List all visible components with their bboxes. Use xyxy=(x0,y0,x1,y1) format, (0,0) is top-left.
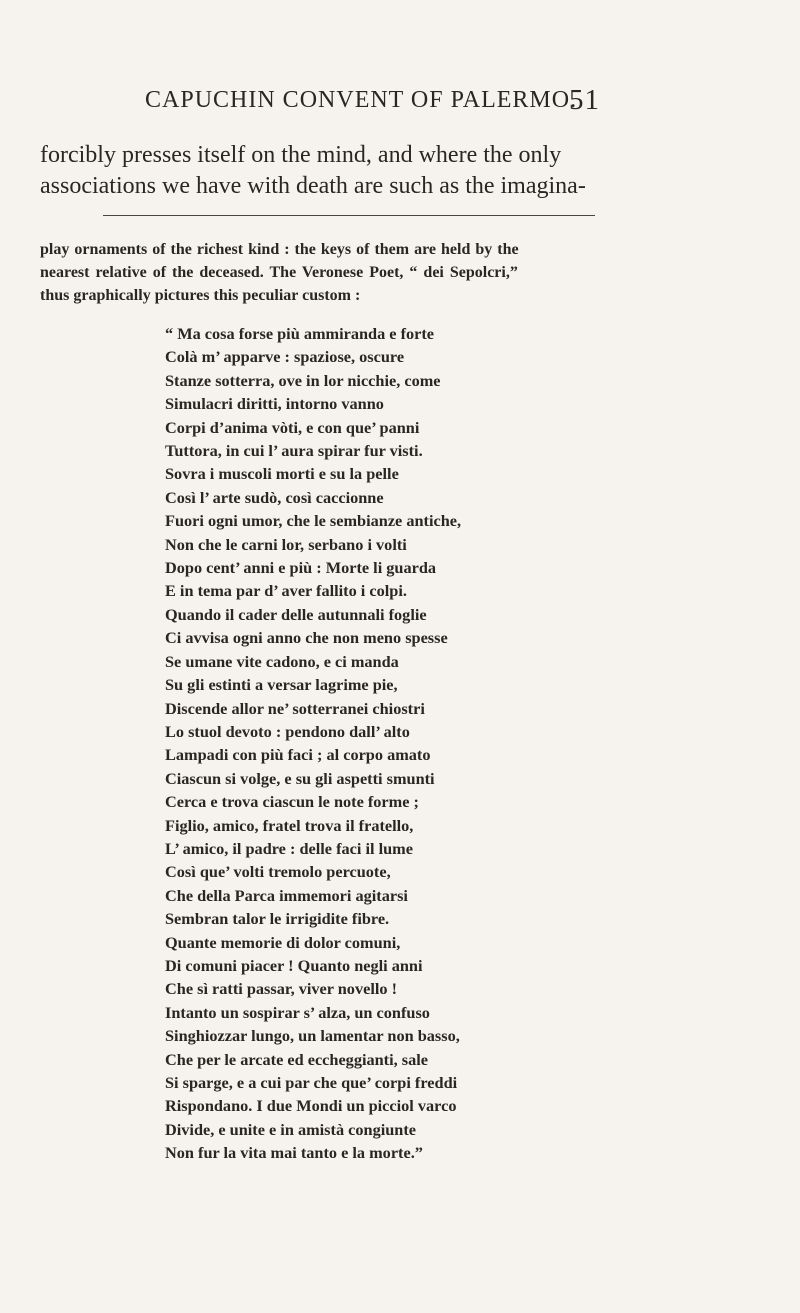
poem-line: Non che le carni lor, serbano i volti xyxy=(165,534,407,554)
poem-line: Lo stuol devoto : pendono dall’ alto xyxy=(165,721,410,741)
footnote-line: nearest relative of the deceased. The Veronese Poet, “ dei Sepolcri,” xyxy=(40,264,518,281)
poem-line: Simulacri diritti, intorno vanno xyxy=(165,394,384,414)
footnote-line: thus graphically pictures this peculiar custom : xyxy=(40,287,361,304)
poem-line: Non fur la vita mai tanto e la morte.” xyxy=(165,1143,423,1163)
page-number: 51 xyxy=(569,84,600,116)
poem-line: L’ amico, il padre : delle faci il lume xyxy=(165,838,413,858)
poem-line: Divide, e unite e in amistà congiunte xyxy=(165,1119,416,1139)
poem-line: Quante memorie di dolor comuni, xyxy=(165,932,401,952)
poem-line: Ciascun si volge, e su gli aspetti smunti xyxy=(165,768,435,788)
running-head: CAPUCHIN CONVENT OF PALERMO. xyxy=(145,87,578,113)
poem-line: Stanze sotterra, ove in lor nicchie, come xyxy=(165,370,441,390)
poem-line: Figlio, amico, fratel trova il fratello, xyxy=(165,815,414,835)
poem-line: Corpi d’anima vòti, e con que’ panni xyxy=(165,417,420,437)
page-header xyxy=(145,84,600,118)
footnote xyxy=(40,238,610,307)
poem-line: Che della Parca immemori agitarsi xyxy=(165,885,408,905)
poem-line: Così que’ volti tremolo percuote, xyxy=(165,862,391,882)
poem-line: Ci avvisa ogni anno che non meno spesse xyxy=(165,628,448,648)
poem-quotation xyxy=(165,322,605,1165)
poem-line: Sembran talor le irrigidite fibre. xyxy=(165,909,390,929)
poem-line: Quando il cader delle autunnali foglie xyxy=(165,604,427,624)
poem-line: E in tema par d’ aver fallito i colpi. xyxy=(165,581,407,601)
poem-line: Tuttora, in cui l’ aura spirar fur visti. xyxy=(165,441,423,461)
poem-line: Lampadi con più faci ; al corpo amato xyxy=(165,745,431,765)
poem-line: Che sì ratti passar, viver novello ! xyxy=(165,979,397,999)
poem-line: Singhiozzar lungo, un lamentar non basso, xyxy=(165,1026,460,1046)
poem-line: Cerca e trova ciascun le note forme ; xyxy=(165,792,419,812)
poem-line: Rispondano. I due Mondi un picciol varco xyxy=(165,1096,457,1116)
poem-line: Sovra i muscoli morti e su la pelle xyxy=(165,464,399,484)
poem-line: Su gli estinti a versar lagrime pie, xyxy=(165,675,398,695)
body-line: associations we have with death are such as the imagina- xyxy=(40,173,586,199)
footnote-rule xyxy=(103,215,595,216)
poem-line: Si sparge, e a cui par che que’ corpi freddi xyxy=(165,1073,458,1092)
poem-line: Che per le arcate ed eccheggianti, sale xyxy=(165,1049,428,1069)
poem-line: Se umane vite cadono, e ci manda xyxy=(165,651,399,671)
poem-line: Fuori ogni umor, che le sembianze antiche, xyxy=(165,511,462,531)
poem-line: Intanto un sospirar s’ alza, un confuso xyxy=(165,1002,430,1022)
poem-line: Così l’ arte sudò, così caccionne xyxy=(165,487,384,507)
poem-line: Di comuni piacer ! Quanto negli anni xyxy=(165,955,423,975)
body-text xyxy=(40,140,620,202)
poem-line: Colà m’ apparve : spaziose, oscure xyxy=(165,347,405,367)
body-line: forcibly presses itself on the mind, and where the only xyxy=(40,142,562,168)
poem-line: Dopo cent’ anni e più : Morte li guarda xyxy=(165,558,437,578)
poem-line: Discende allor ne’ sotterranei chiostri xyxy=(165,698,425,718)
poem-line: “ Ma cosa forse più ammiranda e forte xyxy=(165,324,435,343)
footnote-line: play ornaments of the richest kind : the keys of them are held by the xyxy=(40,241,519,258)
